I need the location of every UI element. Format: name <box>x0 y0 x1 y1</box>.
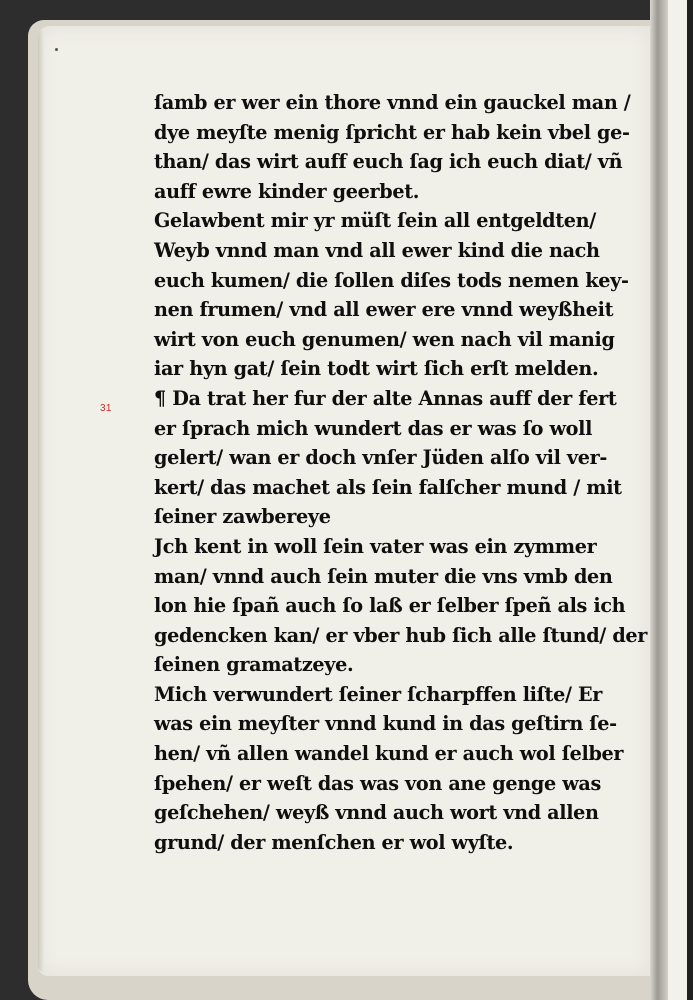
text-line-15: ſeiner zawbereye <box>154 504 331 529</box>
text-line-8: nen frumen/ vnd all ewer ere vnnd weyßheit <box>154 297 614 322</box>
book-gutter <box>650 0 668 1000</box>
ink-spot <box>55 48 58 51</box>
page-edge <box>38 30 44 972</box>
text-line-10: iar hyn gat/ ſein todt wirt ſich erſt melden. <box>154 356 599 381</box>
text-line-25: geſchehen/ weyß vnnd auch wort vnd allen <box>154 800 599 825</box>
text-block <box>154 88 648 908</box>
text-line-16: Jch kent in woll ſein vater was ein zymmer <box>154 533 597 558</box>
text-line-20: ſeinen gramatzeye. <box>154 652 354 677</box>
text-line-3: than/ das wirt auff euch ſag ich euch diat/ vñ <box>154 149 623 174</box>
text-line-23: hen/ vñ allen wandel kund er auch wol ſelber <box>154 741 624 766</box>
text-line-14: kert/ das machet als ſein falſcher mund / mit <box>154 474 622 499</box>
text-line-1: ſamb er wer ein thore vnnd ein gauckel man / <box>154 90 631 114</box>
text-line-21: Mich verwundert ſeiner ſcharpffen liſte/ Er <box>154 681 603 706</box>
text-line-2: dye meyſte menig ſpricht er hab kein vbel ge- <box>154 119 630 144</box>
line-marker: 31 <box>100 403 112 414</box>
text-line-22: was ein meyſter vnnd kund in das geſtirn ſe- <box>154 711 617 736</box>
text-line-26: grund/ der menſchen er wol wyſte. <box>154 829 514 854</box>
text-line-12: er ſprach mich wundert das er was ſo woll <box>154 415 593 440</box>
text-line-13: gelert/ wan er doch vnſer Jüden alſo vil ver- <box>154 445 607 470</box>
text-line-18: lon hie ſpañ auch ſo laß er ſelber ſpeñ als ich <box>154 593 626 618</box>
text-line-6: Weyb vnnd man vnd all ewer kind die nach <box>154 237 600 262</box>
text-line-4: auff ewre kinder geerbet. <box>154 178 420 203</box>
text-line-11: ¶ Da trat her fur der alte Annas auff der fert <box>154 385 617 410</box>
text-line-19: gedencken kan/ er vber hub ſich alle ſtund/ der <box>154 622 648 647</box>
text-line-9: wirt von euch genumen/ wen nach vil manig <box>154 326 615 351</box>
text-line-5: Gelawbent mir yr müſt ſein all entgeldten/ <box>154 208 596 233</box>
text-line-7: euch kumen/ die ſollen diſes tods nemen key- <box>154 267 629 292</box>
facing-page-edge <box>687 0 693 1000</box>
text-line-24: ſpehen/ er weſt das was von ane genge was <box>154 770 601 795</box>
text-line-17: man/ vnnd auch ſein muter die vns vmb den <box>154 563 613 588</box>
